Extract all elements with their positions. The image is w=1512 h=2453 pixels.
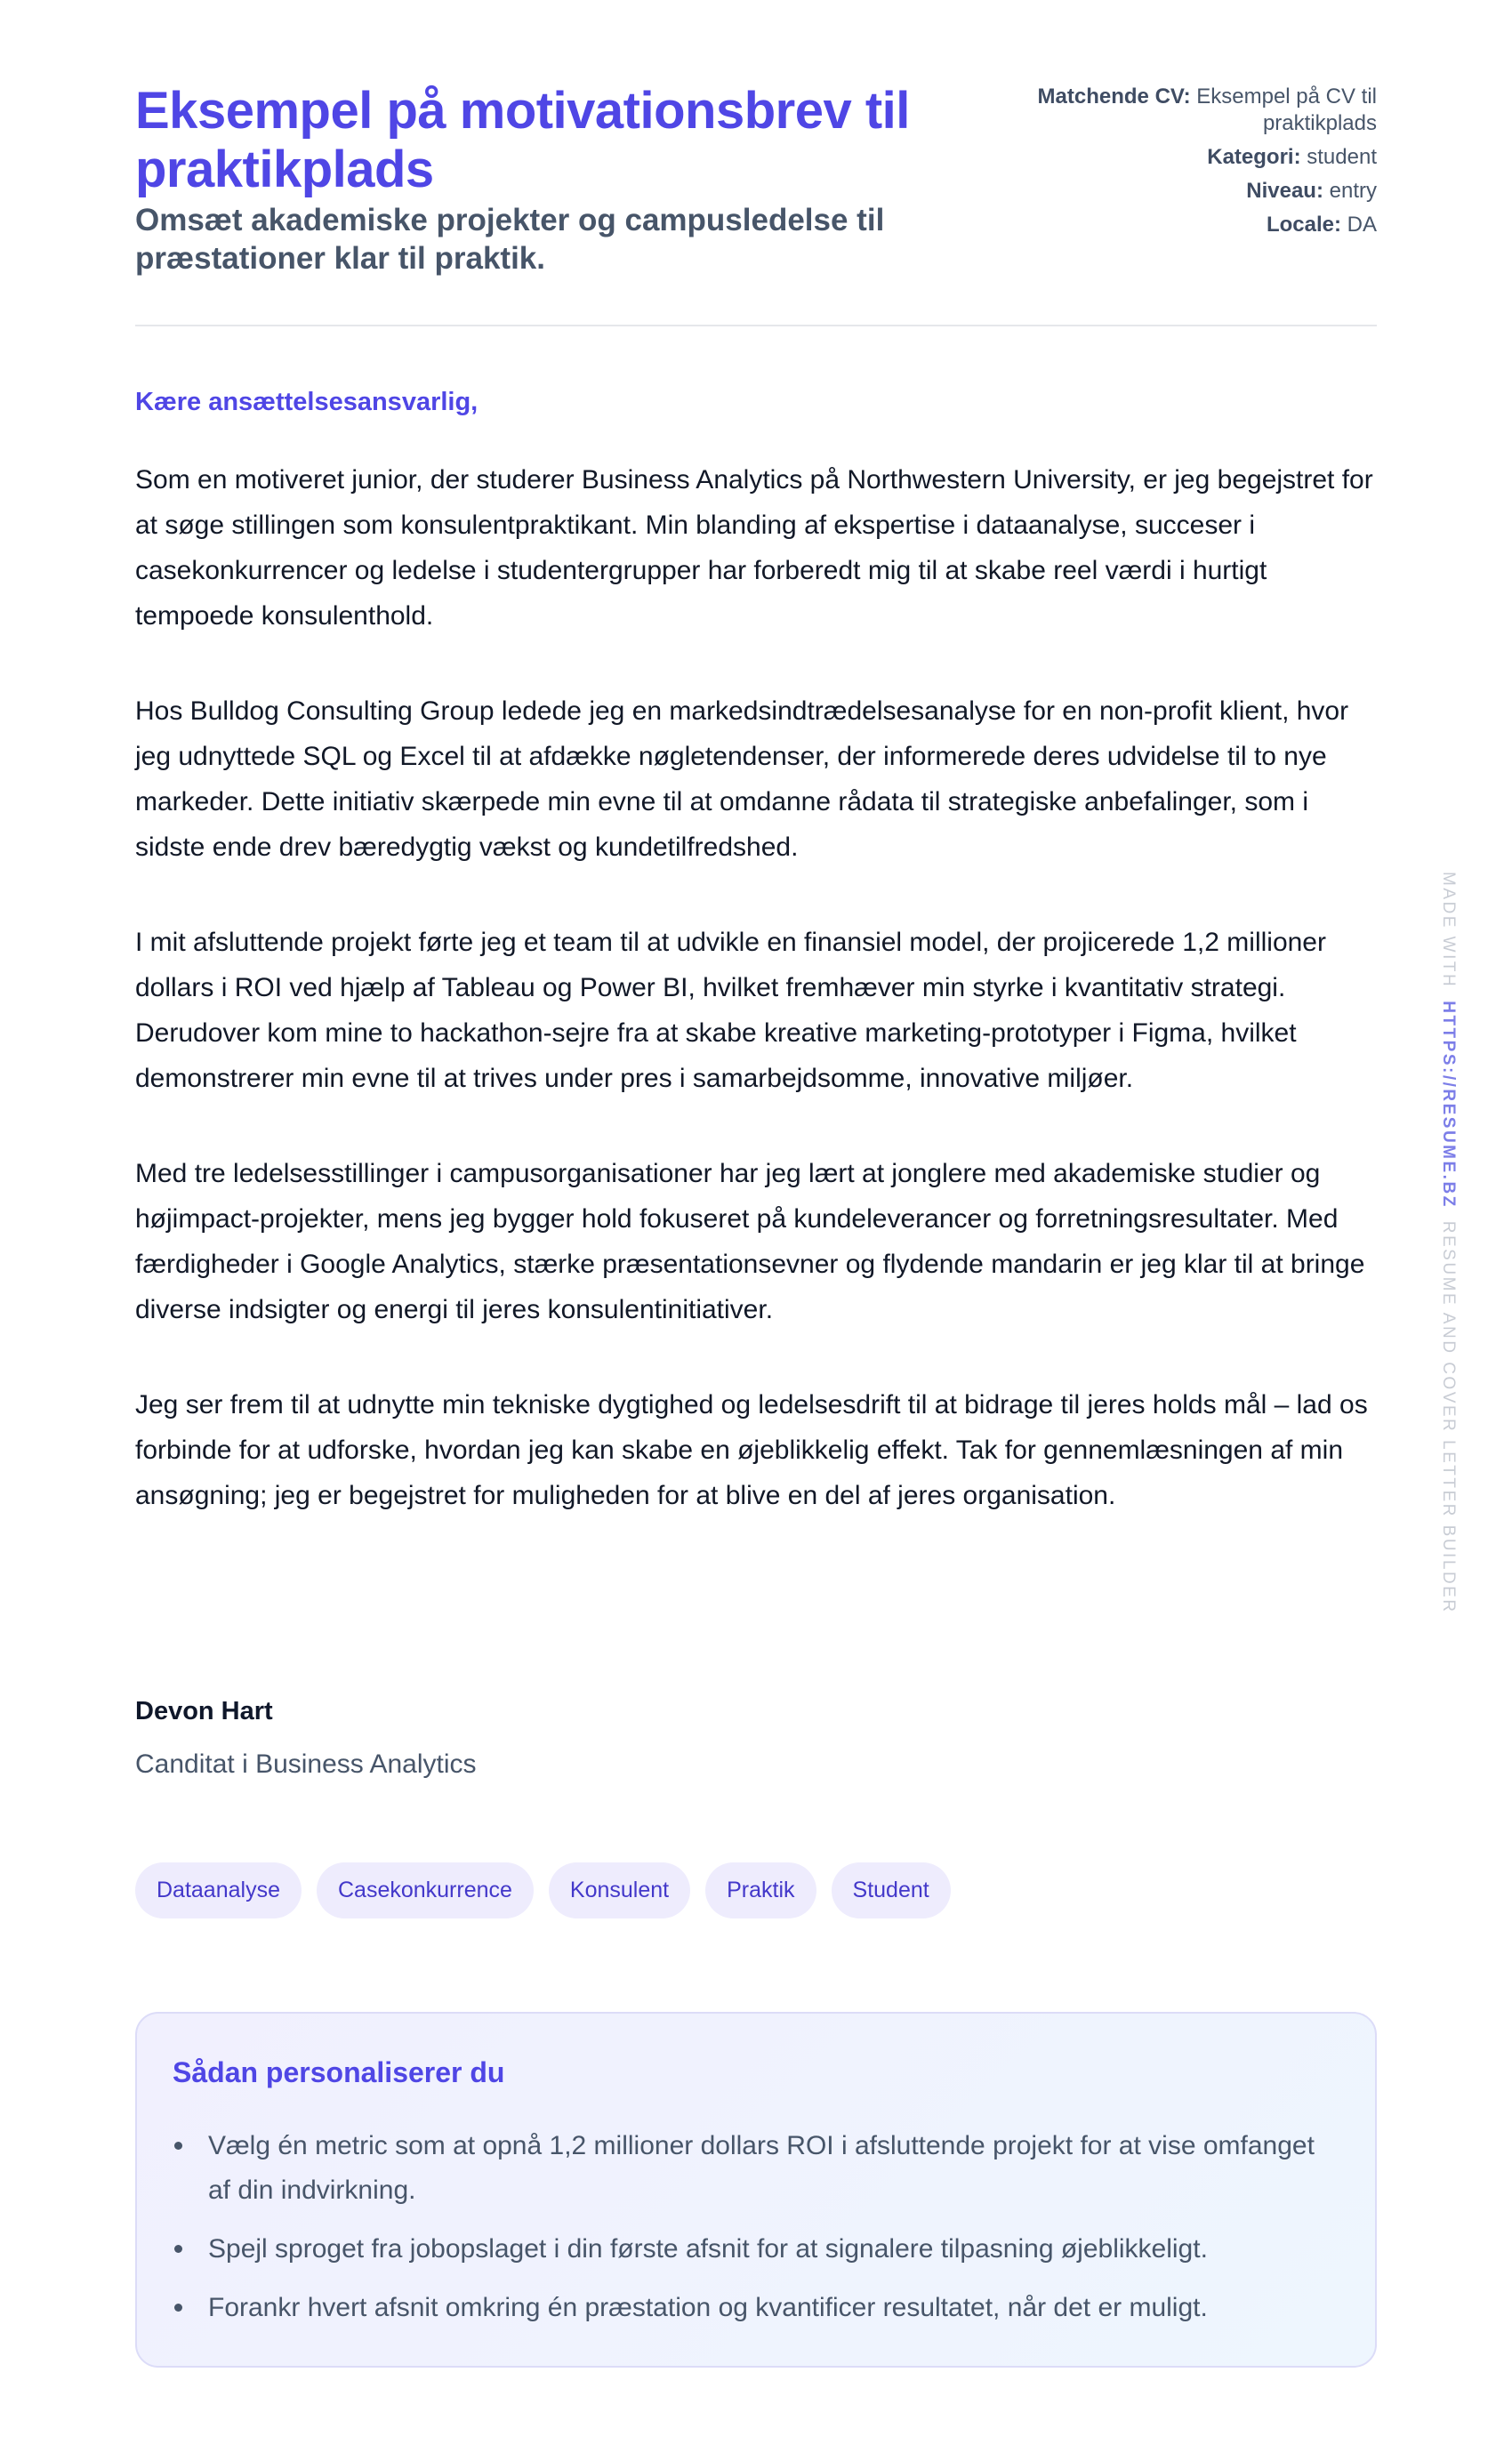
page-title: Eksempel på motivationsbrev til praktikplads xyxy=(135,82,910,198)
tip-text: Forankr hvert afsnit omkring én præstation og kvantificer resultatet, når det er muligt. xyxy=(208,2293,1208,2322)
tip-item xyxy=(173,2286,1338,2330)
meta-value-link[interactable]: Eksempel på CV til praktikplads xyxy=(1196,84,1377,135)
meta-info xyxy=(1003,84,1377,245)
tip-item xyxy=(173,2124,1338,2213)
signature-title: Canditat i Business Analytics xyxy=(135,1749,477,1779)
bullet-icon xyxy=(174,2304,182,2312)
tag-casekonkurrence[interactable]: Casekonkurrence xyxy=(317,1862,534,1918)
signature-name: Devon Hart xyxy=(135,1697,273,1725)
letter-salutation: Kære ansættelsesansvarlig, xyxy=(135,388,479,416)
letter-paragraph: Hos Bulldog Consulting Group ledede jeg en markedsindtrædelsesanalyse for en non-profit klient, hvor jeg udnyttede SQL og Excel til at afdække nøgletendenser, der informerede deres udvidelse til to nye markeder. Dette initiativ skærpede min evne til at omdanne rådata til strategiske anbefalinger, som i sidste ende drev bæredygtig vækst og kundetilfredshed. xyxy=(135,696,1349,862)
meta-key: Kategori: xyxy=(1207,145,1301,169)
watermark-prefix: MADE WITH xyxy=(1439,872,1458,989)
meta-value: student xyxy=(1307,145,1377,169)
meta-value: DA xyxy=(1347,213,1377,237)
title-block xyxy=(135,82,971,277)
tag-list xyxy=(135,1862,951,1918)
tip-item xyxy=(173,2227,1338,2272)
signature-block xyxy=(135,1693,477,1782)
personalization-tips xyxy=(135,2012,1377,2368)
letter-paragraph: I mit afsluttende projekt førte jeg et team til at udvikle en finansiel model, der projicerede 1,2 millioner dollars i ROI ved hjælp af Tableau og Power BI, hvilket fremhæver min styrke i kvantitativ strategi. Derudover kom mine to hackathon-sejre fra at skabe kreative marketing-prototyper i Figma, hvilket demonstrerer min evne til at trives under pres i samarbejdsomme, innovative miljøer. xyxy=(135,928,1326,1093)
cover-letter-page xyxy=(135,0,1377,2322)
letter-paragraph: Som en motiveret junior, der studerer Business Analytics på Northwestern University, er jeg begejstret for at søge stillingen som konsulentpraktikant. Min blanding af ekspertise i dataanalyse, succeser i casekonkurrencer og ledelse i studentergrupper har forberedt mig til at skabe reel værdi i hurtigt tempoede konsulenthold. xyxy=(135,465,1373,631)
letter-paragraph: Jeg ser frem til at udnytte min tekniske dygtighed og ledelsesdrift til at bidrage til jeres holds mål – lad os forbinde for at udforske, hvordan jeg kan skabe en øjeblikkelig effekt. Tak for gennemlæsningen af min ansøgning; jeg er begejstret for muligheden for at blive en del af jeres organisation. xyxy=(135,1390,1368,1510)
meta-key: Matchende CV: xyxy=(1037,84,1191,109)
meta-matching-cv xyxy=(1003,84,1377,137)
page-subtitle: Omsæt akademiske projekter og campusledelse til præstationer klar til praktik. xyxy=(135,203,885,276)
meta-category xyxy=(1003,144,1377,171)
tag-konsulent[interactable]: Konsulent xyxy=(549,1862,690,1918)
tips-title: Sådan personaliserer du xyxy=(173,2056,505,2088)
page-header xyxy=(135,0,1377,326)
bullet-icon xyxy=(174,2142,182,2150)
watermark-suffix: RESUME AND COVER LETTER BUILDER xyxy=(1439,1220,1458,1614)
letter-paragraph: Med tre ledelsesstillinger i campusorganisationer har jeg lært at jonglere med akademiske studier og højimpact-projekter, mens jeg bygger hold fokuseret på kundeleverancer og forretningsresultater. Med færdigheder i Google Analytics, stærke præsentationsevner og flydende mandarin er jeg klar til at bringe diverse indsigter og energi til jeres konsulentinitiativer. xyxy=(135,1159,1365,1324)
tag-praktik[interactable]: Praktik xyxy=(705,1862,816,1918)
meta-locale xyxy=(1003,212,1377,238)
meta-key: Niveau: xyxy=(1246,179,1323,203)
meta-level xyxy=(1003,178,1377,205)
meta-key: Locale: xyxy=(1266,213,1341,237)
watermark xyxy=(1437,872,1459,1614)
tips-list xyxy=(173,2124,1338,2344)
tag-dataanalyse[interactable]: Dataanalyse xyxy=(135,1862,302,1918)
watermark-link[interactable]: HTTPS://RESUME.BZ xyxy=(1439,1001,1458,1209)
tip-text: Spejl sproget fra jobopslaget i din første afsnit for at signalere tilpasning øjeblikkeligt. xyxy=(208,2234,1208,2264)
meta-value: entry xyxy=(1329,179,1377,203)
letter-body xyxy=(135,457,1377,1568)
tag-student[interactable]: Student xyxy=(832,1862,951,1918)
bullet-icon xyxy=(174,2245,182,2253)
tip-text: Vælg én metric som at opnå 1,2 millioner dollars ROI i afsluttende projekt for at vise omfanget af din indvirkning. xyxy=(208,2131,1315,2205)
